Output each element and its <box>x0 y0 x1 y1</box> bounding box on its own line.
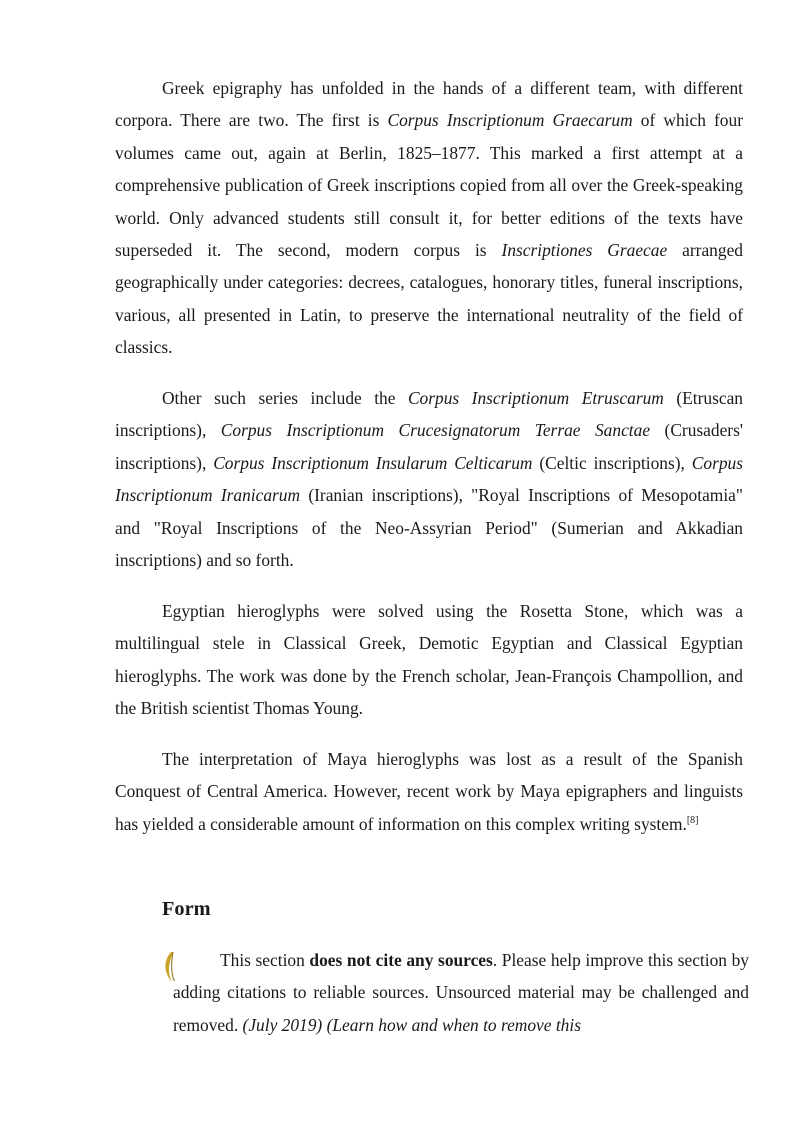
text-run: Egyptian hieroglyphs were solved using the Rosetta Stone, which was a multilingual stele in Classical Greek, Demotic Egyptian and Classical Egyptian hieroglyphs. The work was done by the French scholar, Jean-François Champollion, and the British scientist Thomas Young. <box>115 601 743 719</box>
paragraph-text <box>115 72 743 364</box>
paragraph-text <box>115 743 743 840</box>
italic-run: Corpus Inscriptionum Graecarum <box>387 110 633 131</box>
text-run: Greek epigraphy has unfolded in the hands of a different team, with different corpora. There are two. The first is <box>115 78 743 131</box>
italic-run: Corpus Inscriptionum Insularum Celticarum <box>213 452 533 473</box>
italic-run: (July 2019) (Learn how and when to remove this <box>242 1014 581 1035</box>
italic-run: Corpus Inscriptionum Iranicarum <box>115 452 744 506</box>
paragraph-text <box>115 595 743 725</box>
italic-run: Inscriptiones Graecae <box>501 240 668 261</box>
text-run: (Etruscan inscriptions), <box>115 388 743 441</box>
text-run: of which four volumes came out, again at Berlin, 1825–1877. This marked a first attempt at a comprehensive publication of Greek inscriptions copied from all over the Greek-speaking world. Only advanced students still consult it, for better editions of the texts have superseded it. The second, modern corpus is <box>115 110 743 261</box>
text-run: Other such series include the <box>162 388 408 408</box>
paragraph-greek-epigraphy <box>115 72 743 364</box>
paragraph-egyptian-hieroglyphs <box>115 595 743 725</box>
text-run: . Please help improve this section by adding citations to reliable sources. Unsourced material may be challenged and removed. <box>173 950 749 1035</box>
citation-ref[interactable]: [8] <box>686 815 699 827</box>
paragraph-maya-hieroglyphs <box>115 743 743 840</box>
section-heading: Form <box>162 898 211 920</box>
paragraph-text <box>115 382 743 576</box>
text-run: (Celtic inscriptions), <box>532 452 692 473</box>
paragraph-other-series <box>115 382 743 576</box>
bold-run: does not cite any sources <box>309 950 493 970</box>
text-run: The interpretation of Maya hieroglyphs was lost as a result of the Spanish Conquest of Central America. However, recent work by Maya epigraphers and linguists has yielded a considerable amount of information on this complex writing system. <box>115 749 743 834</box>
text-run: This section <box>220 950 310 970</box>
text-run: (Crusaders' inscriptions), <box>115 420 744 473</box>
italic-run: Corpus Inscriptionum Etruscarum <box>407 388 664 408</box>
notice-text <box>173 944 749 1041</box>
text-run: (Iranian inscriptions), "Royal Inscriptions of Mesopotamia" and "Royal Inscriptions of the Neo-Assyrian Period" (Sumerian and Akkadian inscriptions) and so forth. <box>115 485 743 571</box>
unsourced-notice <box>162 944 752 1054</box>
italic-run: Corpus Inscriptionum Crucesignatorum Terrae Sanctae <box>220 420 651 441</box>
text-run: arranged geographically under categories: decrees, catalogues, honorary titles, funeral inscriptions, various, all presented in Latin, to preserve the international neutrality of the field of classics. <box>115 240 743 358</box>
